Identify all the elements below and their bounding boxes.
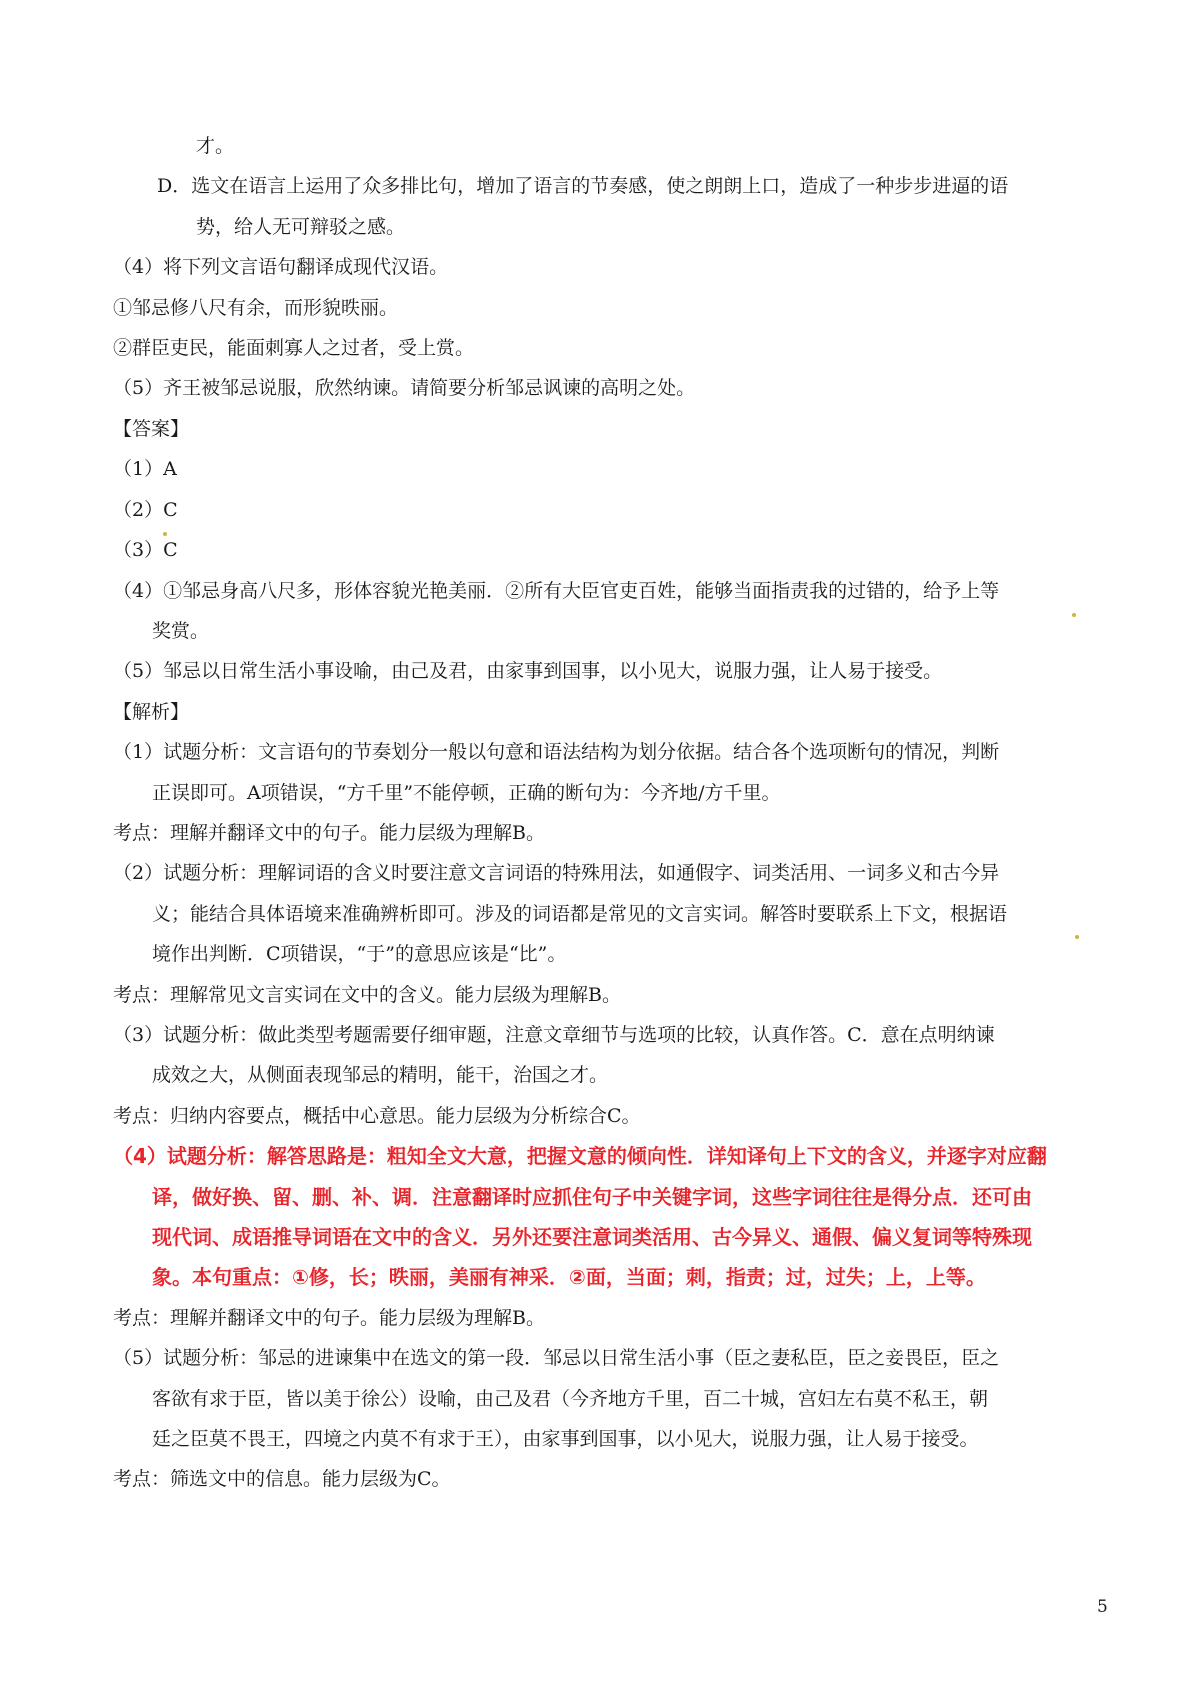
text-line: 才。 (196, 135, 235, 157)
text-line: （5）齐王被邹忌说服，欣然纳谏。请简要分析邹忌讽谏的高明之处。 (113, 377, 696, 399)
text-line: （2）C (113, 499, 178, 521)
scan-dot-mark (1072, 613, 1076, 617)
highlighted-text-line: （4）试题分析：解答思路是：粗知全文大意，把握文意的倾向性．详知译句上下文的含义，并逐字对应翻 (113, 1144, 1047, 1168)
text-line: 正误即可。A项错误，“方千里”不能停顿，正确的断句为：今齐地/方千里。 (152, 782, 781, 804)
text-line: （2）试题分析：理解词语的含义时要注意文言词语的特殊用法，如通假字、词类活用、一词多义和古今异 (113, 862, 1000, 884)
text-line: （1）试题分析：文言语句的节奏划分一般以句意和语法结构为划分依据。结合各个选项断句的情况，判断 (113, 741, 1000, 763)
text-line: 考点：理解并翻译文中的句子。能力层级为理解B。 (113, 822, 545, 844)
text-line: D．选文在语言上运用了众多排比句，增加了语言的节奏感，使之朗朗上口，造成了一种步步进逼的语 (157, 175, 1009, 197)
highlighted-text-line: 译，做好换、留、删、补、调．注意翻译时应抓住句子中关键字词，这些字词往往是得分点．还可由 (152, 1185, 1032, 1209)
page-number: 5 (1097, 1597, 1108, 1617)
text-line: 义；能结合具体语境来准确辨析即可。涉及的词语都是常见的文言实词。解答时要联系上下文，根据语 (152, 903, 1008, 925)
text-line: ①邹忌修八尺有余，而形貌昳丽。 (113, 297, 399, 319)
text-line: 势，给人无可辩驳之感。 (196, 216, 406, 238)
text-line: 考点：筛选文中的信息。能力层级为C。 (113, 1468, 451, 1490)
scan-dot-mark (163, 532, 167, 536)
text-line: （5）邹忌以日常生活小事设喻，由己及君，由家事到国事，以小见大，说服力强，让人易于接受。 (113, 660, 943, 682)
text-line: （5）试题分析：邹忌的进谏集中在选文的第一段．邹忌以日常生活小事（臣之妻私臣，臣之妾畏臣，臣之 (113, 1347, 1000, 1369)
text-line: （3）试题分析：做此类型考题需要仔细审题，注意文章细节与选项的比较，认真作答。C．意在点明纳谏 (113, 1024, 995, 1046)
highlighted-text-line: 现代词、成语推导词语在文中的含义．另外还要注意词类活用、古今异义、通假、偏义复词等特殊现 (152, 1225, 1032, 1249)
highlighted-text-line: 象。本句重点：①修，长；昳丽，美丽有神采．②面，当面；刺，指责；过，过失；上，上等。 (152, 1265, 986, 1289)
text-line: 廷之臣莫不畏王，四境之内莫不有求于王），由家事到国事，以小见大，说服力强，让人易于接受。 (152, 1428, 979, 1450)
section-heading: 【解析】 (113, 701, 190, 723)
text-line: 考点：理解并翻译文中的句子。能力层级为理解B。 (113, 1307, 545, 1329)
scan-dot-mark (1075, 935, 1079, 939)
text-line: （1）A (113, 458, 177, 480)
text-line: 考点：理解常见文言实词在文中的含义。能力层级为理解B。 (113, 984, 621, 1006)
text-line: 客欲有求于臣，皆以美于徐公）设喻，由己及君（今齐地方千里，百二十城，宫妇左右莫不私王，朝 (152, 1388, 989, 1410)
section-heading: 【答案】 (113, 418, 190, 440)
text-line: （4）①邹忌身高八尺多，形体容貌光艳美丽．②所有大臣官吏百姓，能够当面指责我的过错的，给予上等 (113, 580, 1000, 602)
text-line: （4）将下列文言语句翻译成现代汉语。 (113, 256, 449, 278)
text-line: 成效之大，从侧面表现邹忌的精明，能干，治国之才。 (152, 1064, 609, 1086)
text-line: ②群臣吏民，能面刺寡人之过者，受上赏。 (113, 337, 475, 359)
text-line: （3）C (113, 539, 178, 561)
text-line: 考点：归纳内容要点，概括中心意思。能力层级为分析综合C。 (113, 1105, 641, 1127)
text-line: 奖赏。 (152, 620, 210, 642)
text-line: 境作出判断．C项错误，“于”的意思应该是“比”。 (152, 943, 567, 965)
